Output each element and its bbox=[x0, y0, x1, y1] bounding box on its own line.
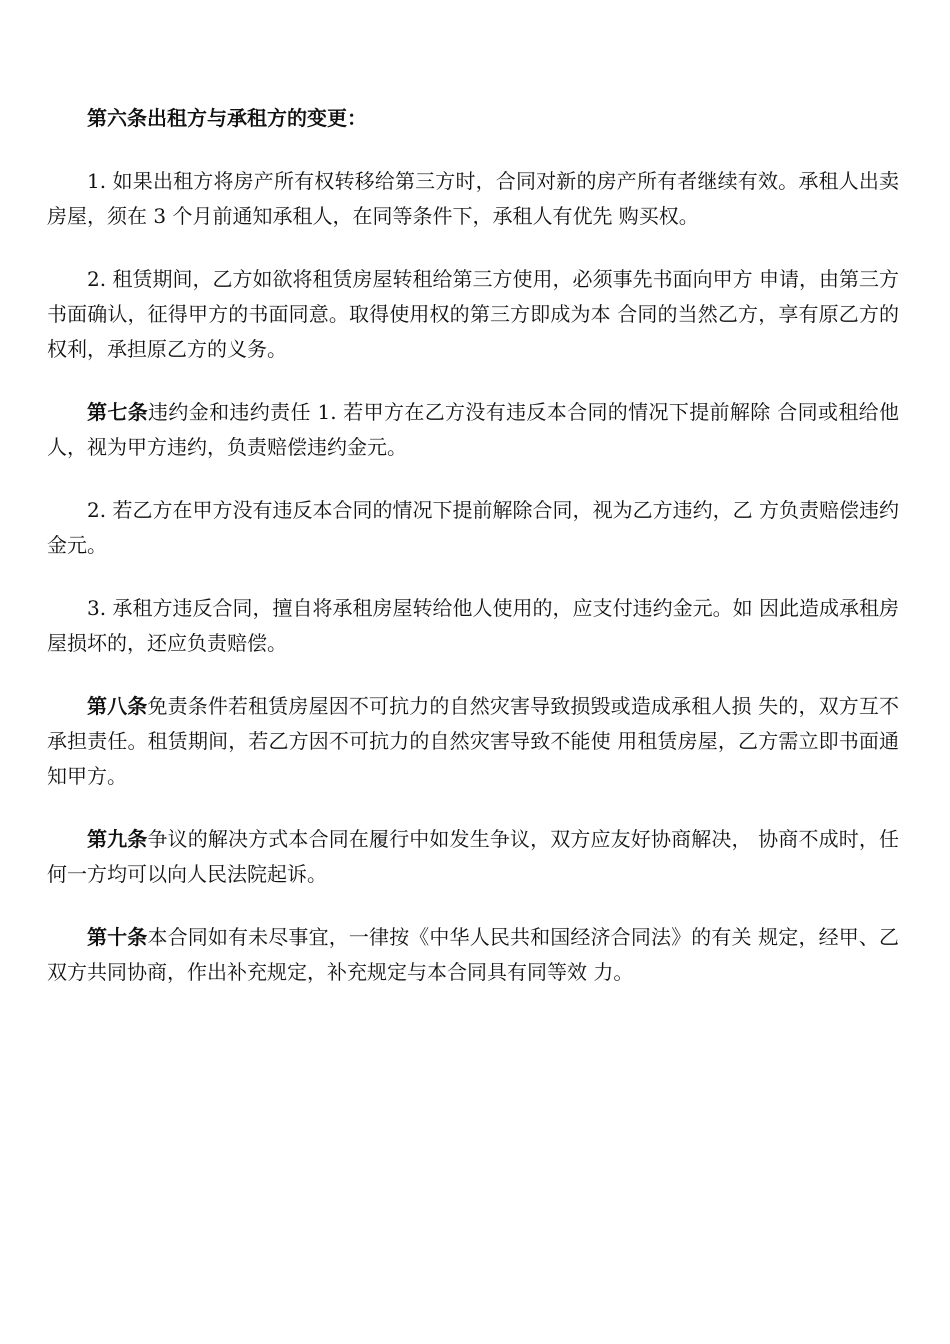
section-7-item-3: 3. 承租方违反合同，擅自将承租房屋转给他人使用的，应支付违约金元。如 因此造成承租房屋损坏的，还应负责赔偿。 bbox=[47, 596, 899, 655]
section-9-label: 第九条 bbox=[87, 827, 148, 851]
section-9 bbox=[47, 822, 899, 892]
contract-body bbox=[47, 101, 899, 990]
section-6-item-1: 1. 如果出租方将房产所有权转移给第三方时，合同对新的房产所有者继续有效。承租人出卖房屋，须在 3 个月前通知承租人，在同等条件下，承租人有优先 购买权。 bbox=[47, 169, 899, 228]
section-10-text: 本合同如有未尽事宜，一律按《中华人民共和国经济合同法》的有关 规定，经甲、乙双方共同协商，作出补充规定，补充规定与本合同具有同等效 力。 bbox=[47, 925, 900, 984]
section-7 bbox=[47, 395, 899, 465]
section-7-label: 第七条 bbox=[87, 400, 149, 424]
section-6-item-2: 2. 租赁期间，乙方如欲将租赁房屋转租给第三方使用，必须事先书面向甲方 申请，由第三方书面确认，征得甲方的书面同意。取得使用权的第三方即成为本 合同的当然乙方，享有原乙方的权利，承担原乙方的义务。 bbox=[47, 267, 899, 361]
section-7-text: 违约金和违约责任 1. 若甲方在乙方没有违反本合同的情况下提前解除 合同或租给他人，视为甲方违约，负责赔偿违约金元。 bbox=[47, 400, 900, 459]
section-10 bbox=[47, 920, 899, 990]
section-7-item-2: 2. 若乙方在甲方没有违反本合同的情况下提前解除合同，视为乙方违约，乙 方负责赔偿违约金元。 bbox=[47, 498, 899, 557]
section-8-text: 免责条件若租赁房屋因不可抗力的自然灾害导致损毁或造成承租人损 失的，双方互不承担责任。租赁期间，若乙方因不可抗力的自然灾害导致不能使 用租赁房屋，乙方需立即书面通知甲方。 bbox=[47, 694, 900, 788]
section-10-label: 第十条 bbox=[87, 925, 148, 949]
section-9-text: 争议的解决方式本合同在履行中如发生争议，双方应友好协商解决， 协商不成时，任何一方均可以向人民法院起诉。 bbox=[47, 827, 900, 886]
section-8 bbox=[47, 689, 899, 794]
section-6-heading: 第六条出租方与承租方的变更： bbox=[87, 106, 367, 130]
section-8-label: 第八条 bbox=[87, 694, 148, 718]
